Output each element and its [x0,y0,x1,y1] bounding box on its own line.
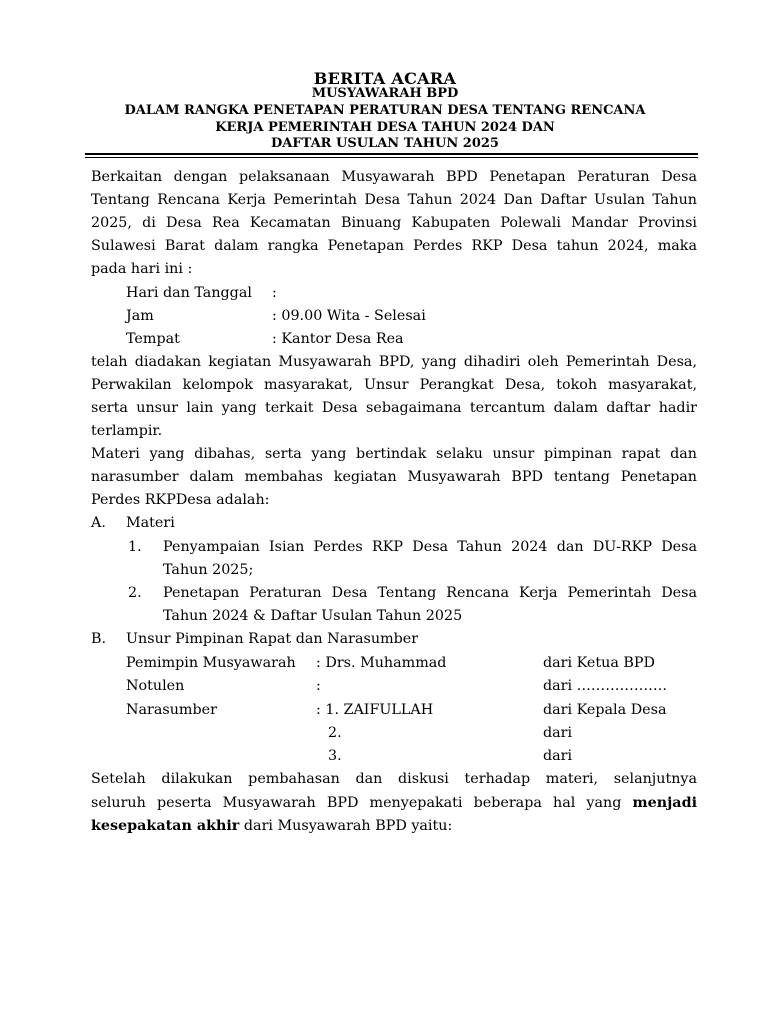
list-item-text: Tahun 2024 & Daftar Usulan Tahun 2025 [163,608,463,624]
list-item-number: 2. [128,585,142,601]
body-line: telah diadakan kegiatan Musyawarah BPD, yang dihadiri oleh Pemerintah Desa, [91,354,697,370]
role-label: Pemimpin Musyawarah [126,655,296,671]
body-line: Materi yang dibahas, serta yang bertindak selaku unsur pimpinan rapat dan [91,446,697,462]
section-a-title: Materi [126,515,175,531]
detail-label-time: Jam [126,308,154,324]
role-origin: dari Kepala Desa [543,702,667,718]
list-item-text: Tahun 2025; [163,562,254,578]
body-line: serta unsur lain yang terkait Desa sebagaimana tercantum dalam daftar hadir [91,400,697,416]
header-divider [85,153,698,155]
section-a-marker: A. [91,515,106,531]
role-name: 3. [328,748,342,764]
body-line: narasumber dalam membahas kegiatan Musyawarah BPD tentang Penetapan [91,469,697,485]
closing-text: seluruh peserta Musyawarah BPD menyepakati beberapa hal yang [91,795,622,811]
closing-line: Setelah dilakukan pembahasan dan diskusi terhadap materi, selanjutnya [91,771,697,787]
detail-label-date: Hari dan Tanggal [126,285,252,301]
closing-line [91,796,697,810]
closing-text: dari Musyawarah BPD yaitu: [243,818,453,834]
section-b-marker: B. [91,631,107,647]
role-name: : [316,678,321,694]
role-origin: dari [543,748,573,764]
role-label: Narasumber [126,702,217,718]
document-subtitle-line: KERJA PEMERINTAH DESA TAHUN 2024 DAN [215,120,555,135]
role-origin: dari ………………. [543,678,667,694]
list-item-text: Penetapan Peraturan Desa Tentang Rencana Kerja Pemerintah Desa [163,585,697,601]
body-line: Perdes RKPDesa adalah: [91,492,270,508]
closing-emphasis: menjadi [632,795,697,811]
intro-line: pada hari ini : [91,261,193,277]
list-item-number: 1. [128,539,142,555]
closing-line [91,819,452,833]
detail-value-date: : [272,285,277,301]
role-label: Notulen [126,678,185,694]
intro-line: Sulawesi Barat dalam rangka Penetapan Perdes RKP Desa tahun 2024, maka [91,238,697,254]
document-subtitle-line: DALAM RANGKA PENETAPAN PERATURAN DESA TENTANG RENCANA [124,103,646,118]
detail-value-place: : Kantor Desa Rea [272,331,404,347]
header-divider-thin [85,157,698,158]
role-name: 2. [328,725,342,741]
intro-line: 2025, di Desa Rea Kecamatan Binuang Kabupaten Polewali Mandar Provinsi [91,215,697,231]
body-line: terlampir. [91,423,163,439]
document-subtitle: MUSYAWARAH BPD [311,86,459,101]
document-title: BERITA ACARA [313,69,457,88]
role-name: : 1. ZAIFULLAH [316,702,434,718]
closing-emphasis: kesepakatan akhir [91,818,240,834]
list-item-text: Penyampaian Isian Perdes RKP Desa Tahun 2024 dan DU-RKP Desa [163,539,697,555]
role-origin: dari [543,725,573,741]
detail-value-time: : 09.00 Wita - Selesai [272,308,426,324]
body-line: Perwakilan kelompok masyarakat, Unsur Perangkat Desa, tokoh masyarakat, [91,377,697,393]
detail-label-place: Tempat [126,331,180,347]
document-subtitle-line: DAFTAR USULAN TAHUN 2025 [271,136,499,151]
role-name: : Drs. Muhammad [316,655,447,671]
intro-line: Berkaitan dengan pelaksanaan Musyawarah BPD Penetapan Peraturan Desa [91,169,697,185]
section-b-title: Unsur Pimpinan Rapat dan Narasumber [126,631,419,647]
intro-line: Tentang Rencana Kerja Pemerintah Desa Tahun 2024 Dan Daftar Usulan Tahun [91,192,697,208]
role-origin: dari Ketua BPD [543,655,655,671]
